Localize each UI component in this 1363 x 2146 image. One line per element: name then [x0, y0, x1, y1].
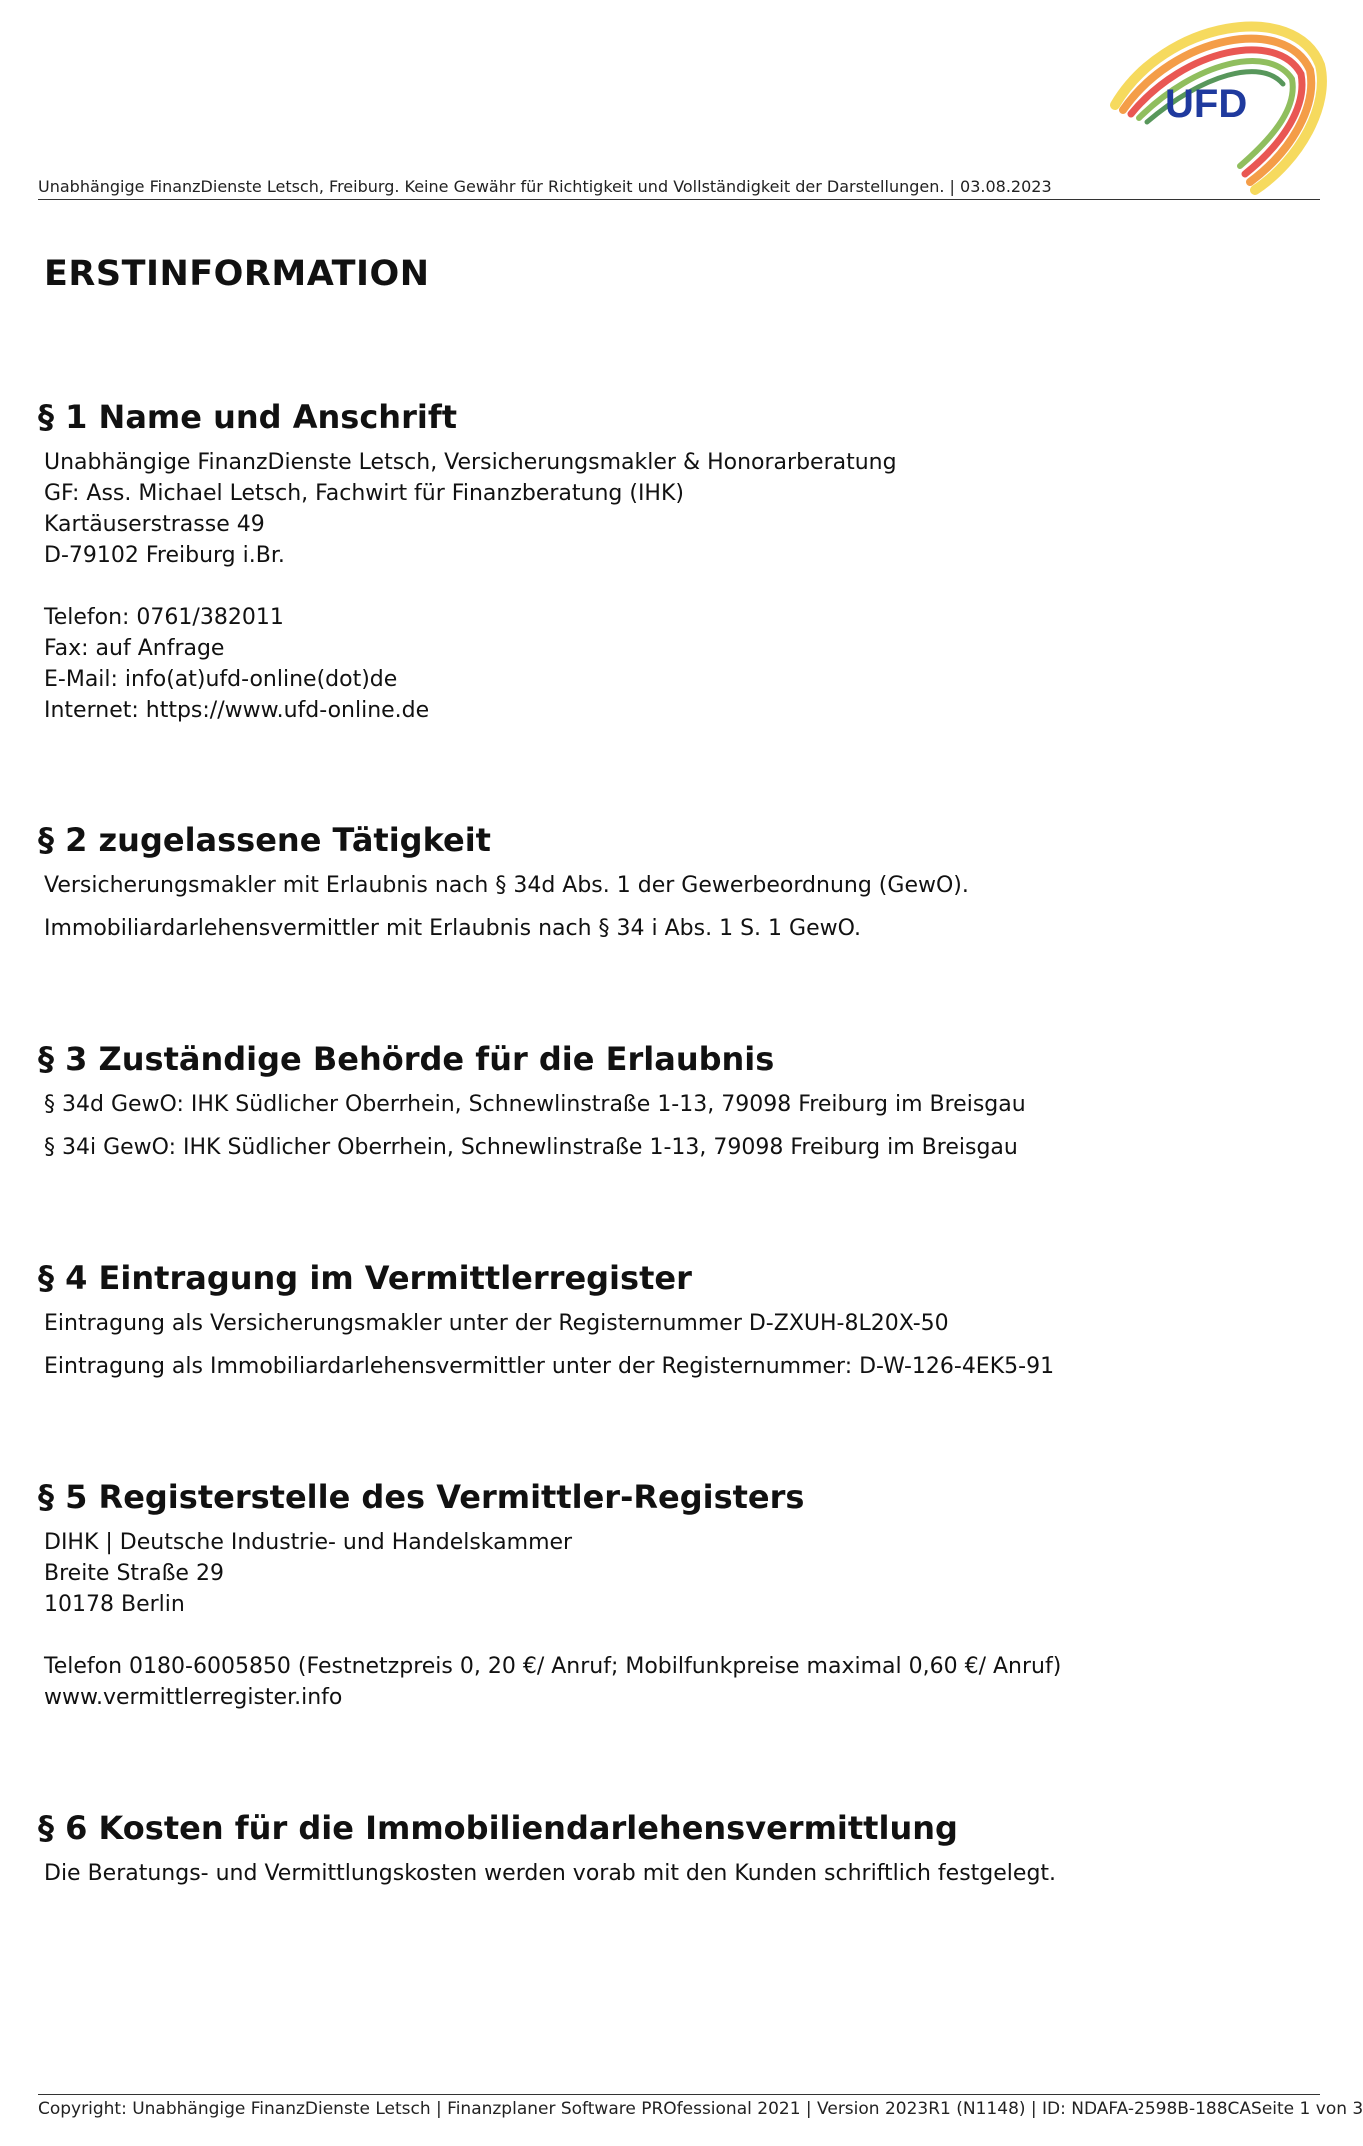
section-heading: § 4 Eintragung im Vermittlerregister	[38, 1259, 692, 1297]
register-line: Eintragung als Immobiliardarlehensvermittler unter der Registernummer: D-W-126-4EK5-91	[44, 1354, 1055, 1379]
section-registry-office	[38, 1475, 1298, 1713]
section-costs	[38, 1806, 1298, 1889]
managing-director-line: GF: Ass. Michael Letsch, Fachwirt für Finanzberatung (IHK)	[44, 481, 684, 506]
ufd-logo	[1105, 10, 1330, 195]
section-heading: § 5 Registerstelle des Vermittler-Registers	[38, 1478, 805, 1516]
blank-line	[44, 571, 1298, 602]
registry-street-line: Breite Straße 29	[44, 1561, 224, 1586]
section-body	[44, 1527, 1298, 1713]
fax-line: Fax: auf Anfrage	[44, 636, 225, 661]
registry-phone-line: Telefon 0180-6005850 (Festnetzpreis 0, 20 €/ Anruf; Mobilfunkpreise maximal 0,60 €/ Anruf)	[44, 1654, 1062, 1679]
page-header: Unabhängige FinanzDienste Letsch, Freiburg. Keine Gewähr für Richtigkeit und Vollständigkeit der Darstellungen. | 03.08.2023	[38, 176, 1320, 200]
registry-website-line: www.vermittlerregister.info	[44, 1685, 343, 1710]
street-line: Kartäuserstrasse 49	[44, 512, 265, 537]
section-body	[44, 1858, 1298, 1889]
section-heading: § 3 Zuständige Behörde für die Erlaubnis	[38, 1040, 775, 1078]
section-name-address	[38, 395, 1298, 726]
city-line: D-79102 Freiburg i.Br.	[44, 543, 285, 568]
section-heading: § 2 zugelassene Tätigkeit	[38, 821, 491, 859]
phone-line: Telefon: 0761/382011	[44, 605, 284, 630]
section-body	[44, 870, 1298, 944]
footer-page-number: Seite 1 von 3	[1251, 2099, 1363, 2119]
page-title: ERSTINFORMATION	[44, 254, 430, 294]
page-footer	[38, 2094, 1363, 2121]
rainbow-arc-icon	[1105, 10, 1330, 195]
logo-text: UFD	[1165, 82, 1248, 126]
registry-city-line: 10178 Berlin	[44, 1592, 185, 1617]
website-line: Internet: https://www.ufd-online.de	[44, 698, 430, 723]
activity-line: Versicherungsmakler mit Erlaubnis nach § 34d Abs. 1 der Gewerbeordnung (GewO).	[44, 873, 969, 898]
company-line: Unabhängige FinanzDienste Letsch, Versicherungsmakler & Honorarberatung	[44, 450, 897, 475]
register-line: Eintragung als Versicherungsmakler unter der Registernummer D-ZXUH-8L20X-50	[44, 1311, 949, 1336]
footer-copyright: Copyright: Unabhängige FinanzDienste Letsch | Finanzplaner Software PROfessional 2021 | Version 2023R1 (N1148) | ID: NDAFA-2598B-188CA	[38, 2099, 1252, 2119]
email-line: E-Mail: info(at)ufd-online(dot)de	[44, 667, 398, 692]
section-authority	[38, 1037, 1298, 1175]
blank-line	[44, 1620, 1298, 1651]
section-body	[44, 1089, 1298, 1163]
section-permitted-activity	[38, 818, 1298, 956]
section-heading: § 1 Name und Anschrift	[38, 398, 458, 436]
section-body	[44, 1308, 1298, 1382]
activity-line: Immobiliardarlehensvermittler mit Erlaubnis nach § 34 i Abs. 1 S. 1 GewO.	[44, 916, 862, 941]
costs-line: Die Beratungs- und Vermittlungskosten werden vorab mit den Kunden schriftlich festgelegt.	[44, 1861, 1057, 1886]
section-body	[44, 447, 1298, 726]
section-register-entry	[38, 1256, 1298, 1394]
registry-name-line: DIHK | Deutsche Industrie- und Handelskammer	[44, 1530, 573, 1555]
authority-line: § 34i GewO: IHK Südlicher Oberrhein, Schnewlinstraße 1-13, 79098 Freiburg im Breisgau	[44, 1135, 1018, 1160]
authority-line: § 34d GewO: IHK Südlicher Oberrhein, Schnewlinstraße 1-13, 79098 Freiburg im Breisgau	[44, 1092, 1026, 1117]
section-heading: § 6 Kosten für die Immobiliendarlehensvermittlung	[38, 1809, 958, 1847]
